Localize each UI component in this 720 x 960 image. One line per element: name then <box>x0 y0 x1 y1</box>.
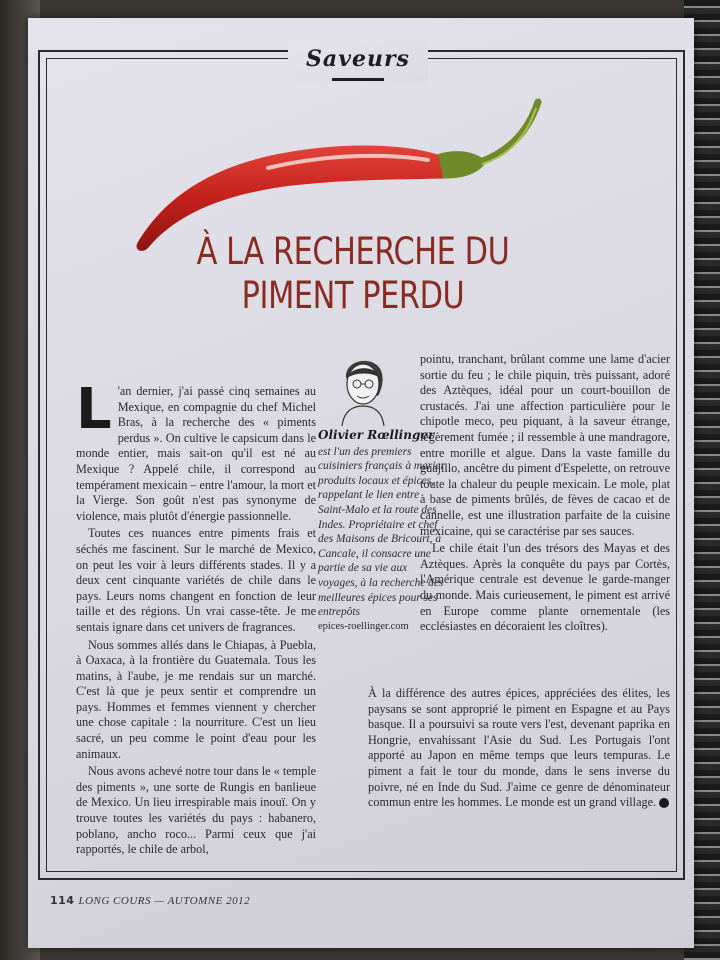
rubric <box>288 42 428 82</box>
magazine-page <box>28 18 694 948</box>
paragraph: L 'an dernier, j'ai passé cinq semaines au Mexique, en compagnie du chef Michel Bras, à la recherche des « piments perdus ». On cultive le capsicum dans le monde entier, mais sait-on qu'il est né au Mexique ? Appelé chile, il correspond au tempérament mexicain – entre l'amour, la mort et la Vierge. Son goût n'est pas synonyme de violence, mais plutôt d'énergie passionnelle. <box>76 377 316 523</box>
author-portrait-sketch <box>328 348 398 426</box>
author-bio-text: est l'un des premiers cuisiniers français à marier produits locaux et épices, rappelant le lien entre Saint-Malo et la route des Indes. Propriétaire et chef des Maisons de Bricourt, à Cancale, il consacre une partie de sa vie aux voyages, à la recherche des meilleures épices pour ses entrepôts <box>318 445 445 619</box>
paragraph: Nous sommes allés dans le Chiapas, à Puebla, à Oaxaca, à la frontière du Guatemala. Tous les matins, à l'aube, je me rendais sur un marché. C'est là que je peux sentir et comprendre un pays. Hommes et femmes viennent y chercher une chose capitale : la nourriture. C'est un lieu sacré, un peu comme le point d'eau pour les animaux. <box>76 637 316 761</box>
footer-label: LONG COURS — AUTOMNE 2012 <box>78 895 251 907</box>
pepper-stem <box>480 102 538 162</box>
author-website: epices-roellinger.com <box>318 620 409 632</box>
rubric-label: Saveurs <box>306 46 410 72</box>
author-name: Olivier Rœllinger <box>318 428 435 442</box>
article-column-1 <box>76 377 316 860</box>
paragraph: Toutes ces nuances entre piments frais et séchés me fascinent. Sur le marché de Mexico, on peut les voir à leurs différents stades. Il y a deux cent cinquante variétés de chile dans le pays. Leurs noms changent en fonction de leur taille et des régions. Un vrai casse-tête. Je me sentais ignare dans cet univers de fragrances. <box>76 526 316 634</box>
rubric-underline <box>332 78 384 81</box>
headline-line-1: À LA RECHERCHE DU <box>196 230 510 273</box>
paragraph: Nous avons achevé notre tour dans le « temple des piments », une sorte de Rungis en banlieue de Mexico. Un lieu irrespirable mais inouï. On y trouve toutes les variétés du pays : habanero, poblano, ancho roco... Parmi ceux que j'ai rapportés, le chile de arbol, <box>76 764 316 857</box>
drop-cap: L <box>76 377 112 442</box>
article-column-2 <box>420 352 670 637</box>
headline-line-2: PIMENT PERDU <box>241 274 465 317</box>
article-column-3 <box>368 686 670 813</box>
page-number: 114 <box>50 894 75 907</box>
paragraph: Le chile était l'un des trésors des Mayas et des Aztèques. Après la conquête du pays par Cortès, l'Amérique centrale est devenue le garde-manger du monde. Mais curieusement, le piment est arrivé en Europe comme plante ornementale (les ecclésiastes en décoraient les cloîtres). <box>420 541 670 634</box>
page-footer <box>50 894 250 907</box>
headline <box>177 230 530 318</box>
end-of-article-icon <box>659 798 669 808</box>
paragraph: À la différence des autres épices, appréciées des élites, les paysans se sont approprié le piment en Espagne et au Pays basque. Il a poursuivi sa route vers l'est, devenant paprika en Hongrie, envahissant l'Asie du Sud. Les Portugais l'ont apporté au Japon en même temps que leurs tempuras. Le piment a fait le tour du monde, dans le sens inverse du poivre, né en Inde du Sud. J'aime ce genre de dénominateur commun entre les hommes. Le monde est un grand village. <box>368 686 670 810</box>
paragraph: pointu, tranchant, brûlant comme une lame d'acier sortie du feu ; le chile piquin, très puissant, adoré des Aztèques, idéal pour un court-bouillon de crustacés. J'ai une affection particulière pour le chipotle meco, peu piquant, à la saveur étrange, légèrement fumée ; il ressemble à une mandragore, entre morille et algue. Dans la vaste famille du guajillo, ancêtre du piment d'Espelette, on retrouve toute la chaleur du peuple mexicain. Le mole, plat à base de piments brûlés, de fèves de cacao et de cannelle, est une illustration parfaite de la cuisine mexicaine, qui se caractérise par ses sauces. <box>420 352 670 538</box>
